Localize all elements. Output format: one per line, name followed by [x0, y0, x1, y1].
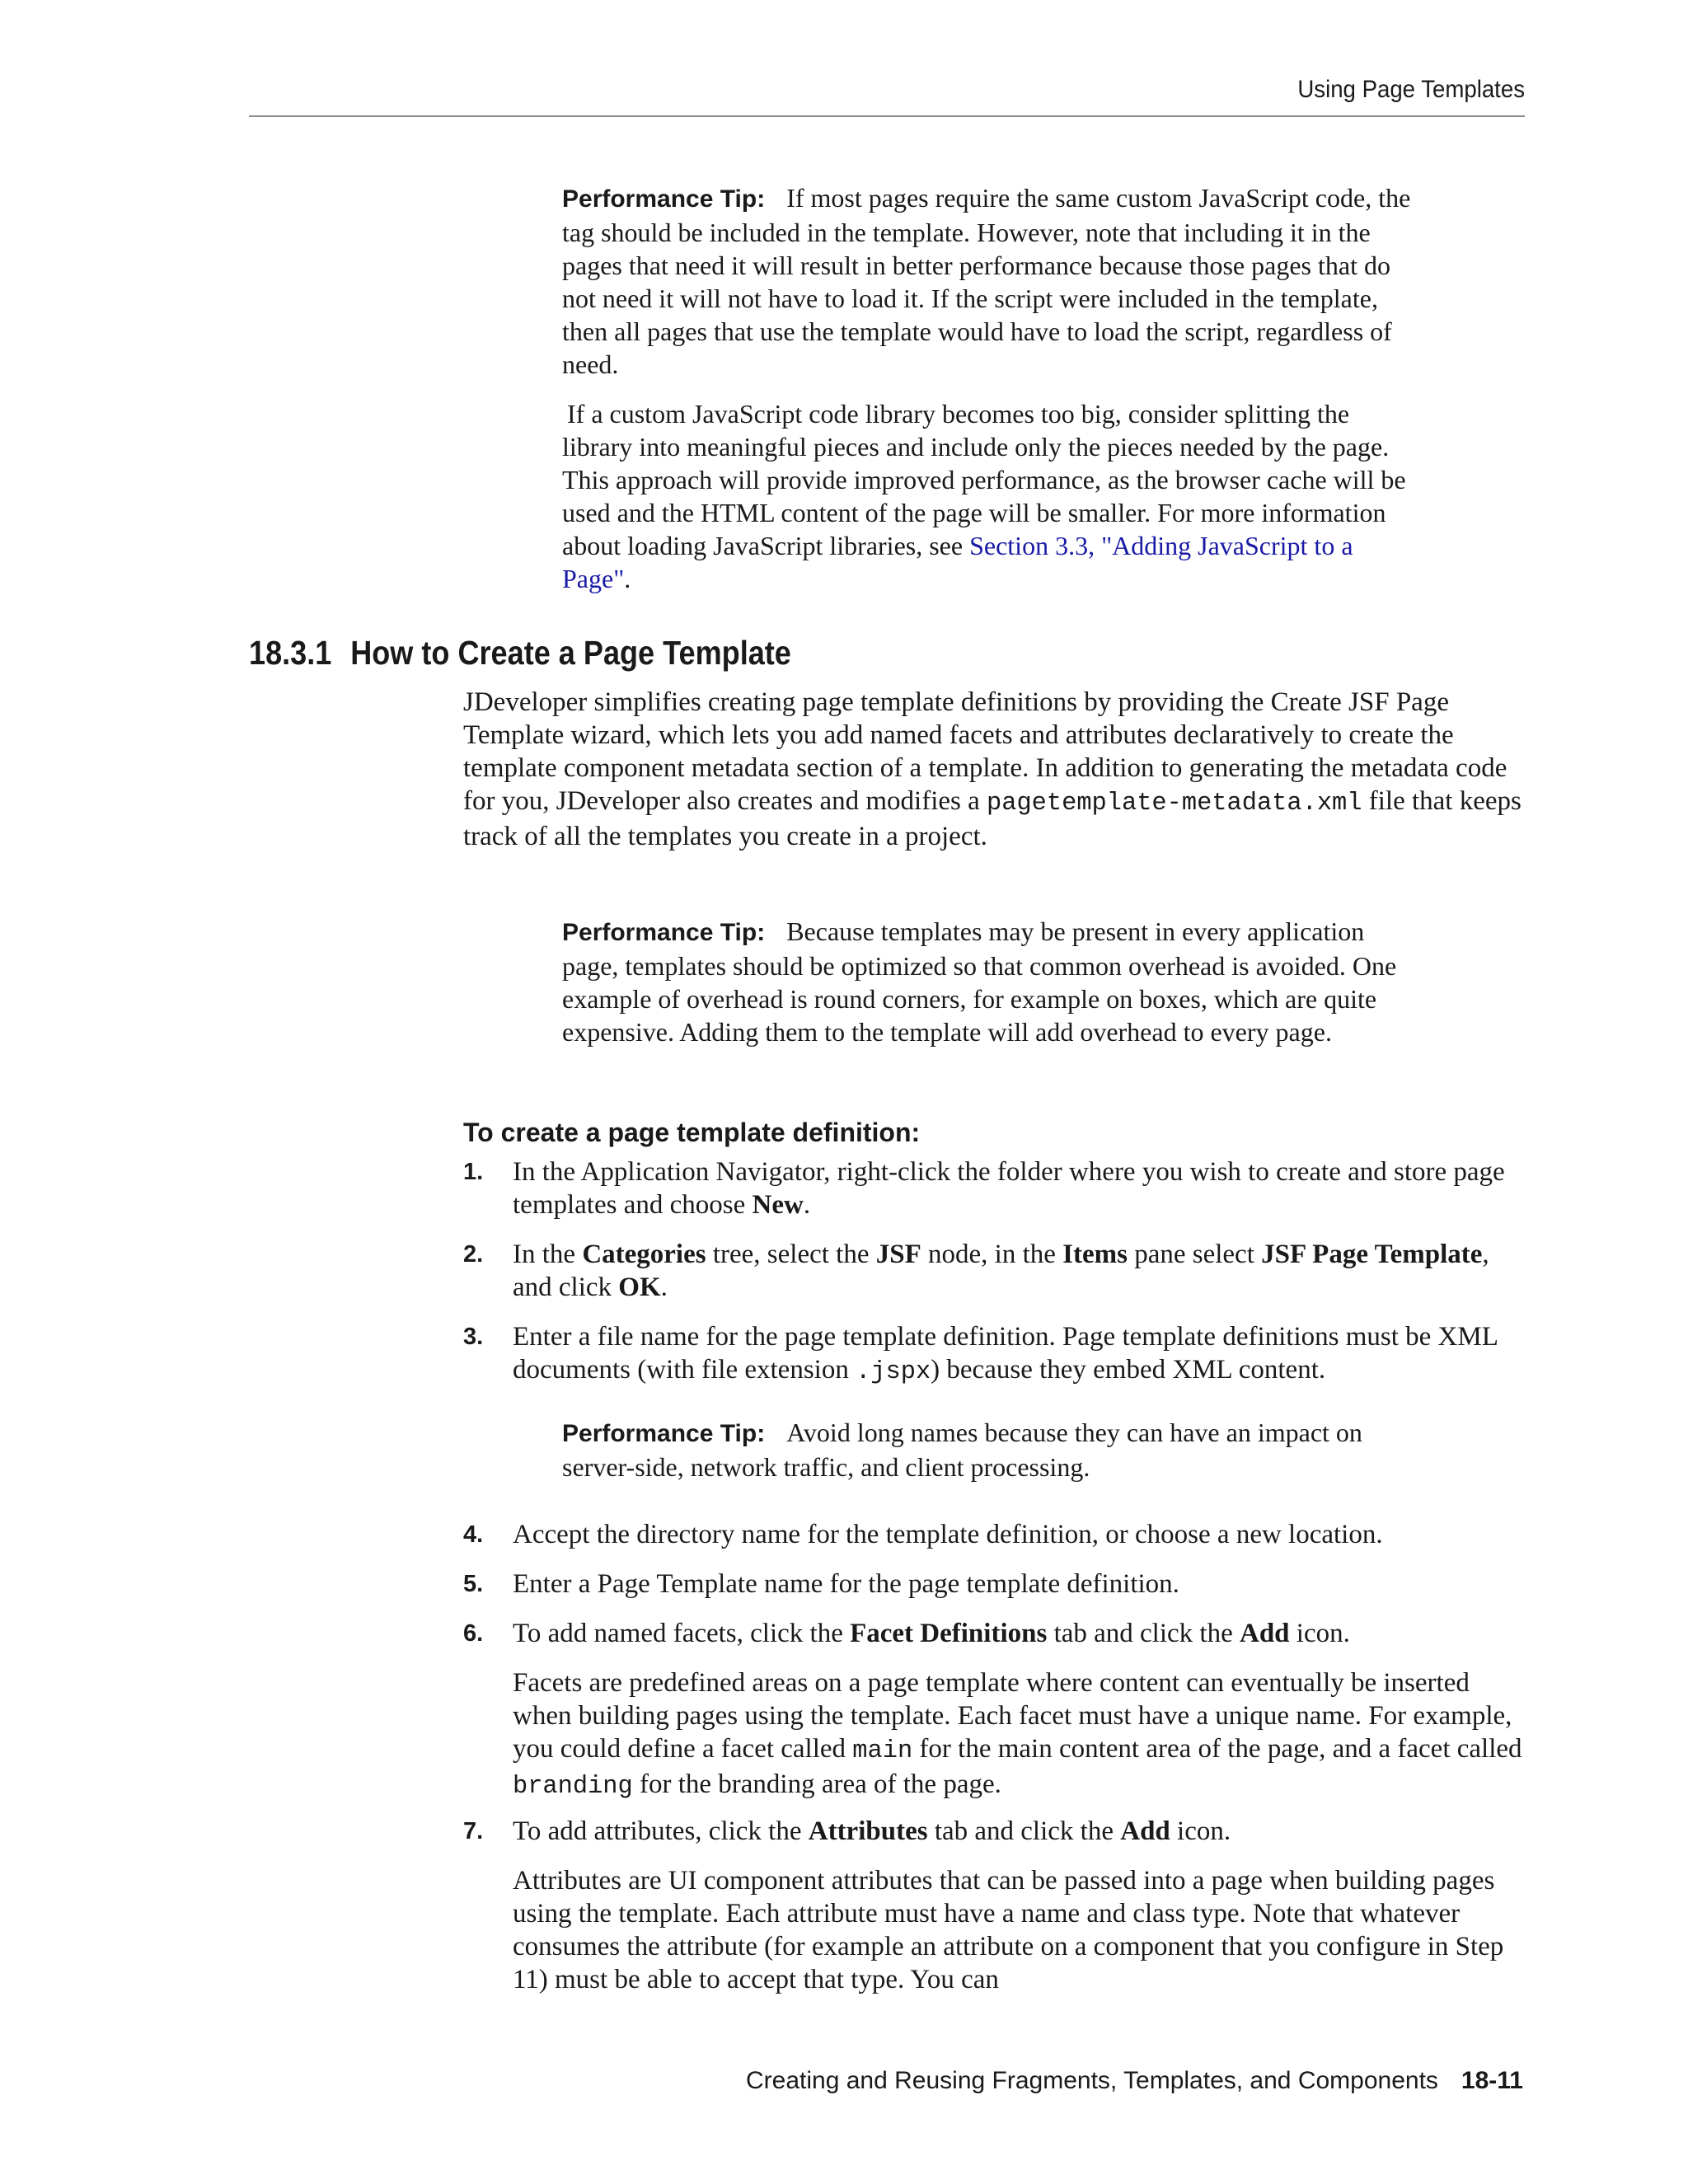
step-number: 5. — [463, 1571, 484, 1597]
facet-code: branding — [513, 1773, 633, 1801]
step-2 — [463, 1238, 1526, 1304]
facet-code: main — [852, 1737, 913, 1765]
tip-text: If most pages require the same custom JavaScript code, the tag should be included in the template. However, note that including it in the pages that need it will result in better performance because those pages that do not need it will not have to load it. If the script were included in the template, then all pages that use the template would have to load the script, regardless of need. — [562, 183, 1411, 379]
step-number: 4. — [463, 1521, 484, 1548]
tip-label: Performance Tip: — [562, 919, 766, 946]
step-6-detail — [463, 1666, 1526, 1803]
procedure-title: To create a page template definition: — [463, 1118, 921, 1147]
tip-label: Performance Tip: — [562, 1420, 766, 1447]
step-3 — [463, 1320, 1526, 1389]
step-number: 1. — [463, 1159, 484, 1185]
tip-text: Avoid long names because they can have an impact on server-side, network traffic, and client processing. — [562, 1418, 1362, 1482]
step-number: 3. — [463, 1324, 484, 1350]
intro-text: file that keeps track of all the templates you create in a project. — [463, 786, 1522, 851]
step-number: 6. — [463, 1620, 484, 1647]
page-footer — [746, 2067, 1523, 2095]
step-4 — [463, 1518, 1526, 1551]
tip-paragraph — [562, 1416, 1386, 1483]
tip-paragraph — [562, 915, 1411, 1048]
intro-text: JDeveloper simplifies creating page template definitions by providing the Create JSF Page Template wizard, which lets you add named facets and attributes declaratively to create the template component metadata section of a template. In addition to generating the metadata code for you, JDeveloper also creates and modifies a — [463, 687, 1507, 816]
ui-term: New — [752, 1190, 804, 1220]
ui-term: Items — [1062, 1240, 1128, 1269]
step-text: Accept the directory name for the template definition, or choose a new location. — [513, 1520, 1383, 1549]
tip-paragraph — [562, 181, 1419, 381]
ui-term: Facet Definitions — [850, 1619, 1048, 1648]
tip-text: Because templates may be present in every application page, templates should be optimized so that common overhead is avoided. One example of overhead is round corners, for example on boxes, which are quite expensive. Adding them to the template will add overhead to every page. — [562, 916, 1397, 1047]
ui-term: Add — [1120, 1816, 1170, 1846]
ui-term: JSF — [875, 1240, 921, 1269]
section-title: How to Create a Page Template — [350, 634, 791, 672]
step-text: Enter a Page Template name for the page template definition. — [513, 1569, 1179, 1599]
ui-term: OK — [618, 1272, 661, 1302]
tip-paragraph — [562, 397, 1419, 595]
step-text: In the Categories tree, select the JSF node, in the Items pane select JSF Page Template, and click OK. — [513, 1240, 1489, 1302]
step-1 — [463, 1155, 1526, 1221]
section-intro — [463, 686, 1526, 853]
step-text: In the Application Navigator, right-click the folder where you wish to create and store page templates and choose New. — [513, 1157, 1505, 1220]
step-text: To add named facets, click the Facet Definitions tab and click the Add icon. — [513, 1619, 1350, 1648]
step-6 — [463, 1617, 1526, 1650]
step-5 — [463, 1568, 1526, 1601]
step-7 — [463, 1815, 1526, 1848]
intro-code: pagetemplate-metadata.xml — [987, 790, 1362, 818]
step-text: Enter a file name for the page template definition. Page template definitions must be XML documents (with file extension .jspx) because they embed XML content. — [513, 1322, 1498, 1386]
page-number: 18-11 — [1461, 2067, 1523, 2094]
header-rule — [249, 115, 1525, 117]
step-7-detail — [463, 1864, 1526, 1996]
tip-text-end: . — [624, 564, 631, 593]
section-heading — [249, 628, 791, 677]
performance-tip-names — [562, 1416, 1386, 1483]
footer-chapter-title: Creating and Reusing Fragments, Templates, and Components — [746, 2067, 1438, 2094]
tip-label: Performance Tip: — [562, 185, 766, 213]
step-text: To add attributes, click the Attributes tab and click the Add icon. — [513, 1816, 1231, 1846]
ui-term: Attributes — [808, 1816, 928, 1846]
ui-term: Add — [1239, 1619, 1290, 1648]
step-detail-text: Facets are predefined areas on a page template where content can eventually be inserted when building pages using the template. Each facet must have a unique name. For example, you could define a facet called main for the main content area of the page, and a facet called branding for the branding area of the page. — [513, 1668, 1522, 1801]
step-number: 7. — [463, 1818, 484, 1844]
section-number: 18.3.1 — [249, 634, 332, 672]
performance-tip-templates — [562, 915, 1411, 1048]
tip-text: If a custom JavaScript code library becomes too big, consider splitting the library into meaningful pieces and include only the pieces needed by the page. This approach will provide improved performance, as the browser cache will be used and the HTML content of the page will be smaller. For more information about loading JavaScript libraries, see — [562, 399, 1406, 560]
performance-tip-javascript — [562, 181, 1419, 595]
intro-paragraph — [463, 686, 1526, 853]
section-3-3-link[interactable]: Section 3.3, "Adding JavaScript to a Page" — [562, 531, 1353, 593]
file-extension-code: .jspx — [856, 1358, 931, 1386]
step-detail-text: Attributes are UI component attributes that can be passed into a page when building pages using the template. Each attribute must have a name and class type. Note that whatever consumes the attribute (for example an attribute on a component that you configure in Step 11) must be able to accept that type. You can — [513, 1866, 1504, 1994]
ui-term: Categories — [582, 1240, 706, 1269]
ui-term: JSF Page Template — [1261, 1240, 1483, 1269]
step-number: 2. — [463, 1241, 484, 1268]
running-header: Using Page Templates — [1297, 76, 1525, 103]
